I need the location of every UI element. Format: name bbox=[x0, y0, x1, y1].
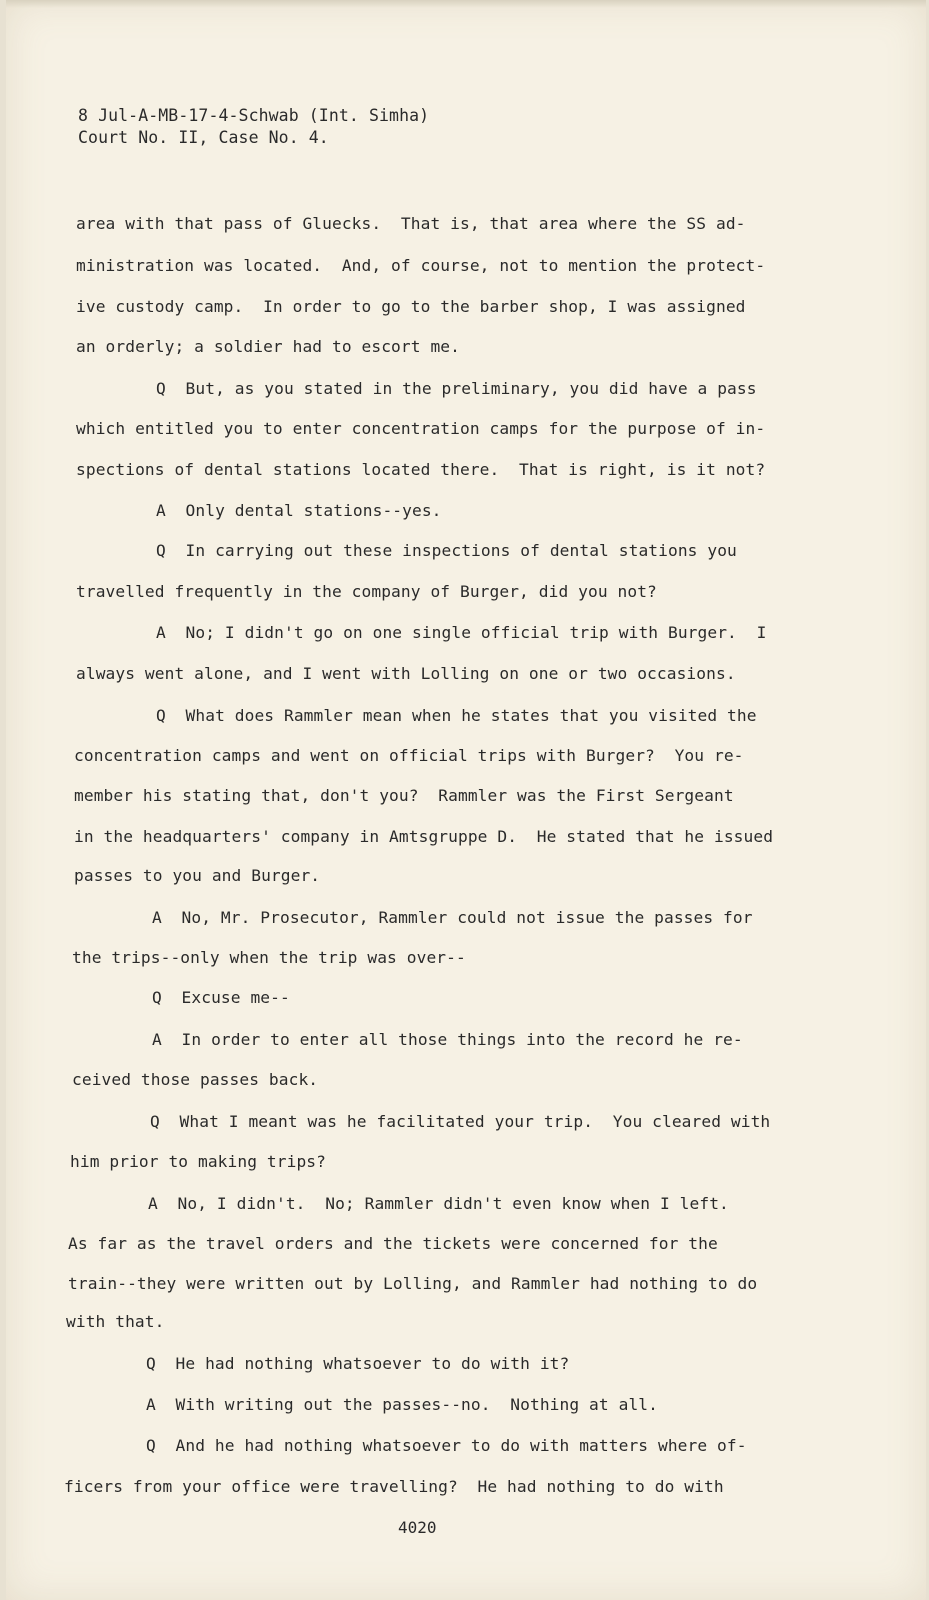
body-line: Q Excuse me-- bbox=[152, 988, 290, 1007]
body-line: ficers from your office were travelling? He had nothing to do with bbox=[64, 1477, 724, 1496]
body-line: A Only dental stations--yes. bbox=[156, 501, 442, 520]
body-line: Q What I meant was he facilitated your trip. You cleared with bbox=[150, 1112, 771, 1131]
body-line: Q In carrying out these inspections of dental stations you bbox=[156, 541, 737, 560]
body-line: with that. bbox=[66, 1312, 165, 1331]
body-line: Q What does Rammler mean when he states that you visited the bbox=[156, 706, 757, 725]
body-line: concentration camps and went on official trips with Burger? You re- bbox=[74, 746, 744, 765]
body-line: member his stating that, don't you? Rammler was the First Sergeant bbox=[74, 786, 734, 805]
header-line-2: Court No. II, Case No. 4. bbox=[78, 128, 329, 147]
body-line: spections of dental stations located there. That is right, is it not? bbox=[76, 460, 766, 479]
body-line: Q But, as you stated in the preliminary, you did have a pass bbox=[156, 379, 757, 398]
header-line-1: 8 Jul-A-MB-17-4-Schwab (Int. Simha) bbox=[78, 106, 430, 125]
body-line: Q And he had nothing whatsoever to do with matters where of- bbox=[146, 1436, 747, 1455]
document-page bbox=[6, 0, 926, 1600]
body-line: him prior to making trips? bbox=[70, 1152, 326, 1171]
body-line: in the headquarters' company in Amtsgruppe D. He stated that he issued bbox=[74, 827, 774, 846]
body-line: A No, Mr. Prosecutor, Rammler could not issue the passes for bbox=[152, 908, 753, 927]
body-line: A No; I didn't go on one single official trip with Burger. I bbox=[156, 623, 767, 642]
body-line: ive custody camp. In order to go to the barber shop, I was assigned bbox=[76, 297, 746, 316]
body-line: Q He had nothing whatsoever to do with it? bbox=[146, 1354, 570, 1373]
body-line: ministration was located. And, of course, not to mention the protect- bbox=[76, 256, 766, 275]
body-line: always went alone, and I went with Lolling on one or two occasions. bbox=[76, 664, 736, 683]
body-line: train--they were written out by Lolling, and Rammler had nothing to do bbox=[68, 1274, 758, 1293]
body-line: travelled frequently in the company of Burger, did you not? bbox=[76, 582, 657, 601]
body-line: area with that pass of Gluecks. That is, that area where the SS ad- bbox=[76, 214, 746, 233]
body-line: ceived those passes back. bbox=[72, 1070, 319, 1089]
body-line: A With writing out the passes--no. Nothing at all. bbox=[146, 1395, 658, 1414]
body-line: an orderly; a soldier had to escort me. bbox=[76, 337, 460, 356]
body-line: A No, I didn't. No; Rammler didn't even know when I left. bbox=[148, 1194, 729, 1213]
body-line: passes to you and Burger. bbox=[74, 866, 321, 885]
body-line: which entitled you to enter concentration camps for the purpose of in- bbox=[76, 419, 766, 438]
body-line: the trips--only when the trip was over-- bbox=[72, 948, 466, 967]
body-line: As far as the travel orders and the tickets were concerned for the bbox=[68, 1234, 718, 1253]
body-line: A In order to enter all those things into the record he re- bbox=[152, 1030, 743, 1049]
page-number: 4020 bbox=[398, 1518, 437, 1537]
